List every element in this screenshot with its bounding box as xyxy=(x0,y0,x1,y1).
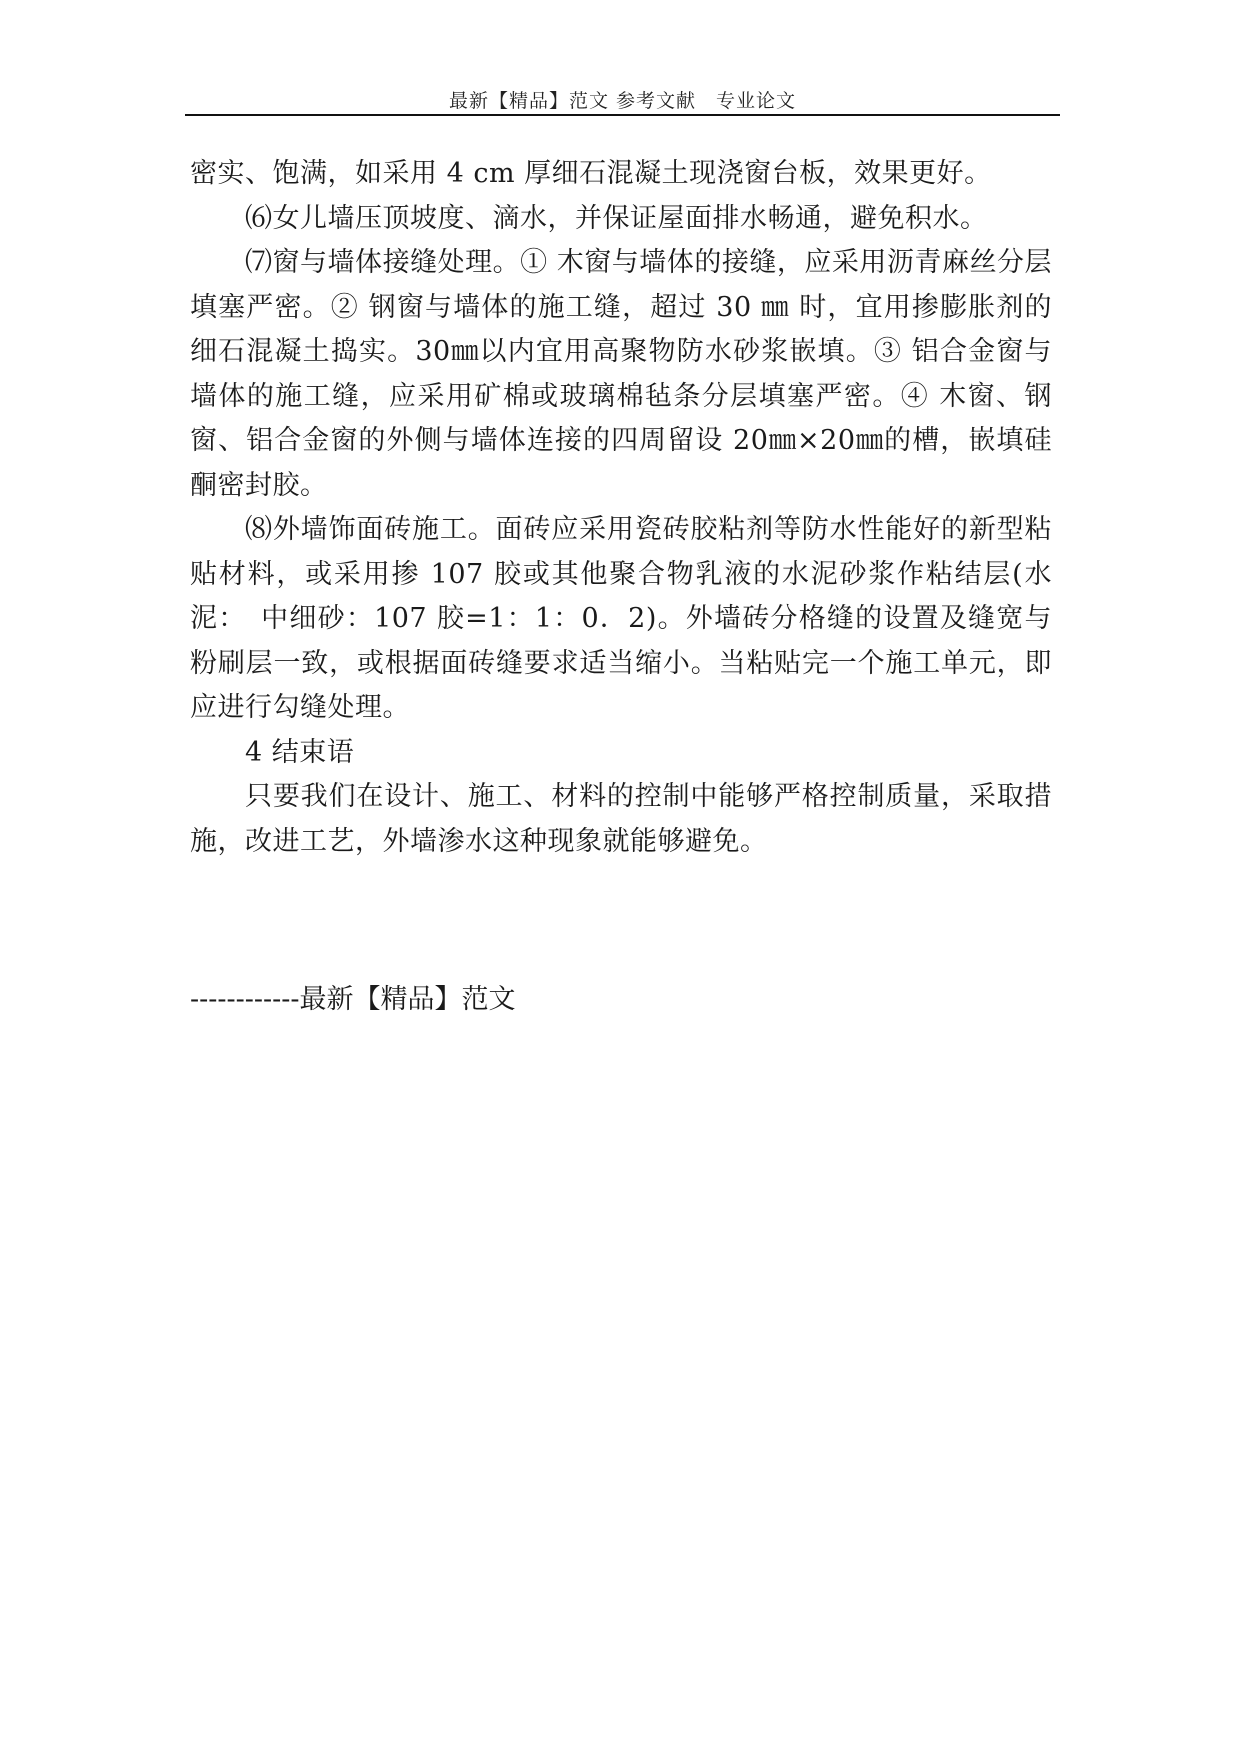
paragraph-continuation: 密实、饱满，如采用 4 cm 厚细石混凝土现浇窗台板，效果更好。 xyxy=(190,158,992,189)
footer-watermark-text: ------------最新【精品】范文 xyxy=(190,984,516,1015)
paragraph-item-8: ⑻外墙饰面砖施工。面砖应采用瓷砖胶粘剂等防水性能好的新型粘贴材料，或采用掺 107 胶或其他聚合物乳液的水泥砂浆作粘结层(水泥： 中细砂：107 胶=1：1：0．2)。外墙砖分格缝的设置及缝宽与粉刷层一致，或根据面砖缝要求适当缩小。当粘贴完一个施工单元，即应进行勾缝处理。 xyxy=(190,514,1052,723)
paragraph-item-6: ⑹女儿墙压顶坡度、滴水，并保证屋面排水畅通，避免积水。 xyxy=(245,202,988,234)
paragraph-item-7: ⑺窗与墙体接缝处理。① 木窗与墙体的接缝，应采用沥青麻丝分层填塞严密。② 钢窗与墙体的施工缝，超过 30 ㎜ 时，宜用掺膨胀剂的细石混凝土捣实。30㎜以内宜用高聚物防水砂浆嵌填。③ 铝合金窗与墙体的施工缝，应采用矿棉或玻璃棉毡条分层填塞严密。④ 木窗、钢窗、铝合金窗的外侧与墙体连接的四周留设 20㎜×20㎜的槽，嵌填硅酮密封胶。 xyxy=(190,247,1052,501)
header-divider xyxy=(185,114,1060,116)
section-heading-conclusion: 4 结束语 xyxy=(245,736,355,768)
document-body xyxy=(190,152,1052,864)
page-header: 最新【精品】范文 参考文献 专业论文 xyxy=(448,90,797,112)
paragraph-conclusion: 只要我们在设计、施工、材料的控制中能够严格控制质量，采取措施，改进工艺，外墙渗水这种现象就能够避免。 xyxy=(190,781,1052,857)
